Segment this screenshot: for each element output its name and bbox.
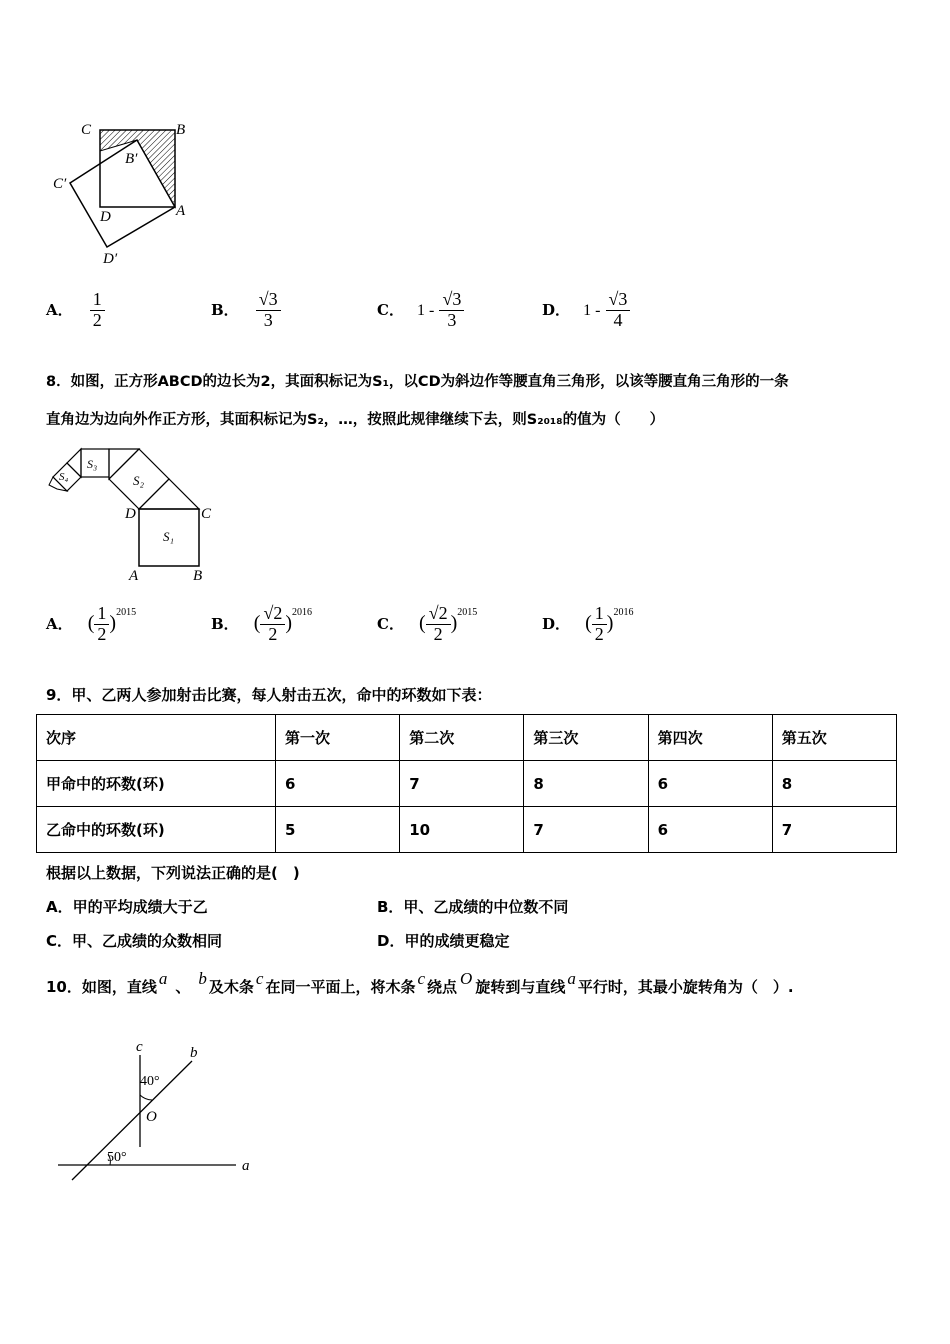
- q10-label-b: b: [190, 1045, 198, 1061]
- q9-option-b[interactable]: B．甲、乙成绩的中位数不同: [377, 898, 569, 916]
- table-cell: 7: [400, 761, 524, 807]
- q8-label-a: A: [129, 568, 139, 584]
- table-cell: 8: [772, 761, 896, 807]
- q9-stem: 9．甲、乙两人参加射击比赛，每人射击五次，命中的环数如下表：: [46, 686, 492, 704]
- q7-label-c: C: [81, 122, 92, 138]
- q7-label-cp: C′: [53, 176, 67, 192]
- q7-label-a: A: [176, 203, 186, 219]
- table-cell: 6: [648, 807, 772, 853]
- q9-option-d[interactable]: D．甲的成绩更稳定: [377, 932, 510, 950]
- table-row: [37, 715, 897, 761]
- q7-label-bp: B′: [125, 151, 138, 167]
- table-cell: 10: [400, 807, 524, 853]
- q10-label-50: 50°: [107, 1150, 127, 1165]
- q8-stem-line1: 8．如图，正方形ABCD的边长为2，其面积标记为S₁，以CD为斜边作等腰直角三角形，以该等腰直角三角形的一条: [46, 374, 789, 390]
- q8-label-c: C: [201, 506, 212, 522]
- table-cell: 7: [524, 807, 648, 853]
- q10-var-b: b: [198, 969, 207, 988]
- table-header-cell: 第三次: [524, 715, 648, 761]
- table-row: [37, 761, 897, 807]
- q7-label-b: B: [176, 122, 186, 138]
- q8-stem-line2: 直角边为边向外作正方形，其面积标记为S₂，…，按照此规律继续下去，则S₂₀₁₈的值为（ ）: [46, 412, 665, 428]
- q8-label-s2: S₂: [133, 473, 145, 488]
- q10-label-40: 40°: [140, 1074, 160, 1089]
- q10-var-a2: a: [567, 969, 576, 988]
- q8-label-s3: S₃: [87, 457, 98, 471]
- q9-option-c[interactable]: C．甲、乙成绩的众数相同: [46, 932, 223, 950]
- table-header-cell: 次序: [37, 715, 276, 761]
- table-header-cell: 第五次: [772, 715, 896, 761]
- q8-figure: [45, 443, 217, 585]
- table-header-cell: 第二次: [400, 715, 524, 761]
- q7-option-b[interactable]: B． $\frac{√3}{3}$: [211, 290, 281, 331]
- q8-label-s4: S₄: [59, 471, 69, 483]
- table-cell: 乙命中的环数(环): [37, 807, 276, 853]
- table-cell: 8: [524, 761, 648, 807]
- q9-question: 根据以上数据，下列说法正确的是( ): [46, 864, 300, 882]
- q7-label-dp: D′: [103, 251, 118, 267]
- q10-stem: 10．如图，直线 a 、 b 及木条 c 在同一平面上，将木条 c 绕点 O 旋转到与直线 a 平行时，其最小旋转角为（ ）.: [46, 969, 794, 996]
- q8-label-s1: S₁: [163, 529, 175, 544]
- q7-option-c[interactable]: C． 1 - $\frac{√3}{3}$: [377, 290, 464, 331]
- q10-figure: [50, 1035, 265, 1185]
- table-header-cell: 第一次: [276, 715, 400, 761]
- q7-label-d: D: [100, 209, 111, 225]
- q10-line-b: [72, 1061, 192, 1180]
- table-cell: 7: [772, 807, 896, 853]
- table-cell: 5: [276, 807, 400, 853]
- table-cell: 甲命中的环数(环): [37, 761, 276, 807]
- table-cell: 6: [648, 761, 772, 807]
- q10-label-o: O: [146, 1109, 157, 1125]
- q7-option-d[interactable]: D． 1 - $\frac{√3}{4}$: [542, 290, 630, 331]
- q8-label-b: B: [193, 568, 203, 584]
- q10-var-c2: c: [417, 969, 426, 988]
- q7-option-a[interactable]: A． $\frac{1}{2}$: [46, 290, 105, 331]
- q9-score-table: [36, 714, 897, 853]
- q10-label-c: c: [136, 1039, 143, 1055]
- q8-label-d: D: [125, 506, 136, 522]
- q10-label-a: a: [242, 1158, 250, 1174]
- q9-option-a[interactable]: A．甲的平均成绩大于乙: [46, 898, 208, 916]
- q8-option-a[interactable]: A． ( $\frac{1}{2}$ )$^{2015}$: [46, 603, 137, 644]
- q8-triangle-3: [67, 449, 81, 477]
- q8-option-c[interactable]: C． ( $\frac{√2}{2}$ )$^{2015}$: [377, 603, 478, 644]
- q8-option-d[interactable]: D． ( $\frac{1}{2}$ )$^{2016}$: [542, 603, 634, 644]
- table-cell: 6: [276, 761, 400, 807]
- q7-figure: [45, 115, 205, 275]
- q10-var-a: a: [158, 969, 168, 988]
- table-row: [37, 807, 897, 853]
- table-header-cell: 第四次: [648, 715, 772, 761]
- q8-option-b[interactable]: B． ( $\frac{√2}{2}$ )$^{2016}$: [211, 603, 313, 644]
- q10-arc-40: [140, 1095, 152, 1100]
- q8-triangle-1: [139, 479, 199, 509]
- q10-var-c: c: [255, 969, 264, 988]
- q10-var-o: O: [460, 969, 473, 988]
